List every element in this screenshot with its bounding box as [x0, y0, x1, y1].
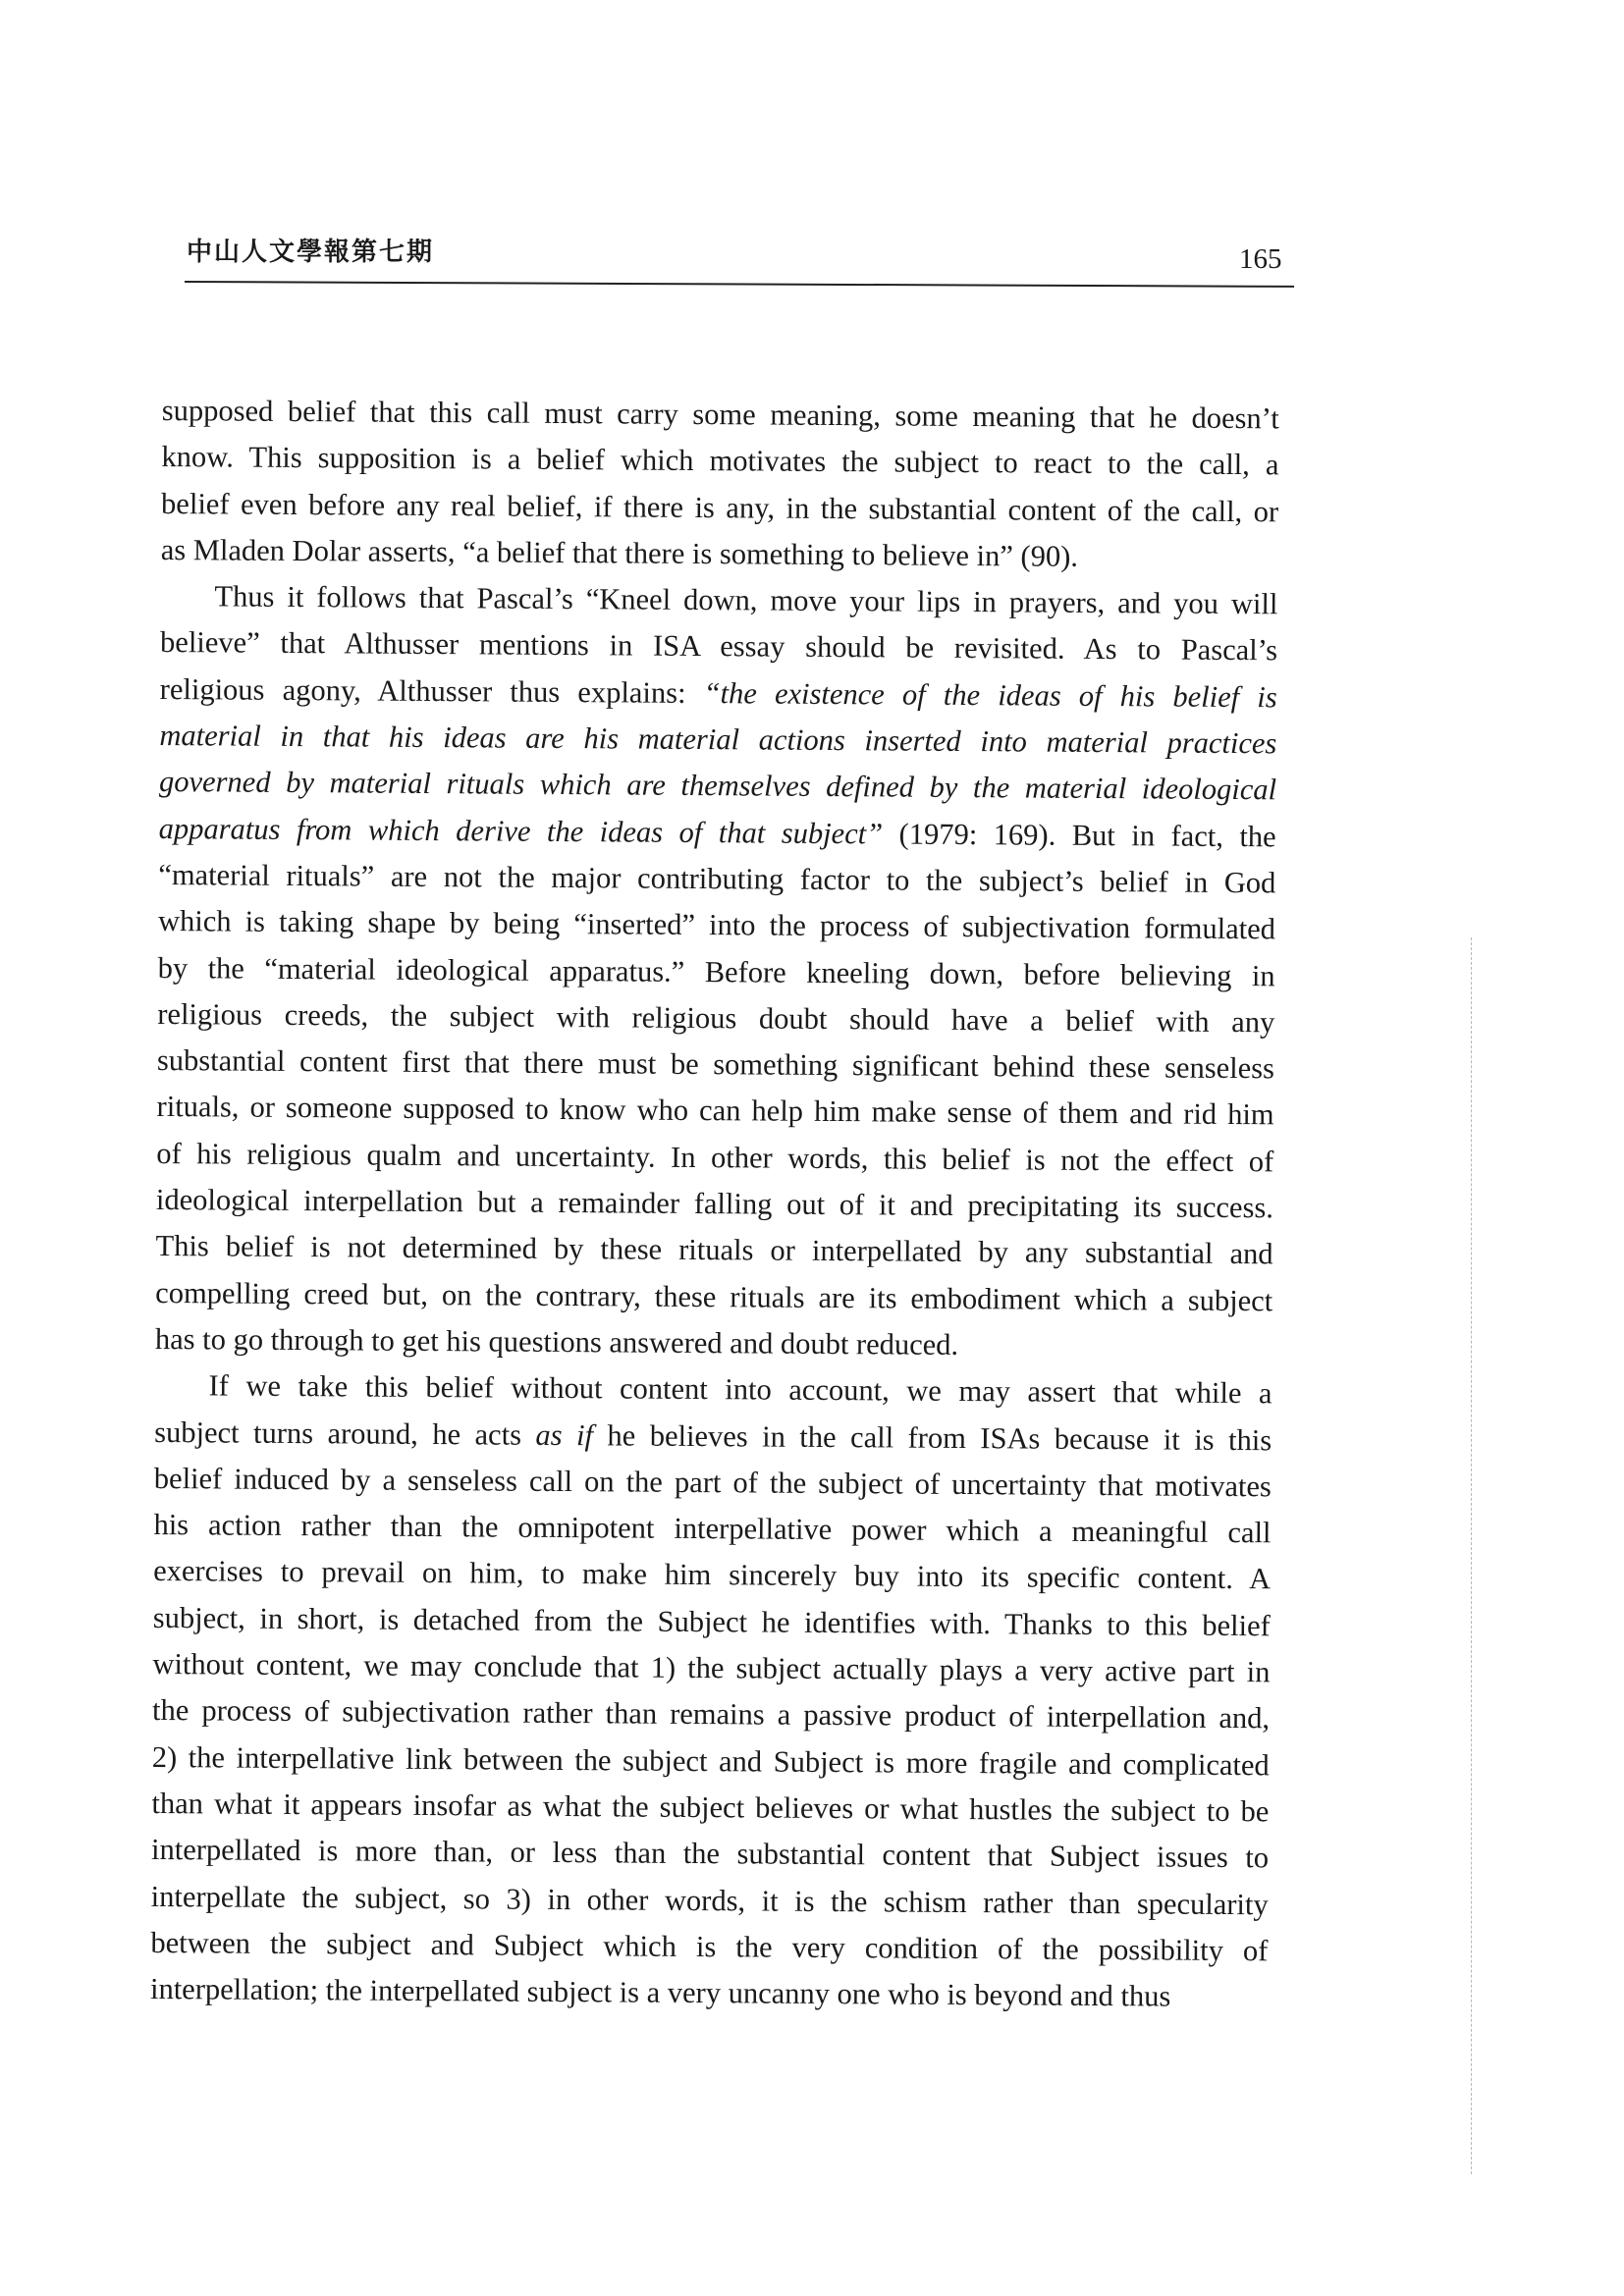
italic-text: “the existence of the ideas of his belief is — [703, 675, 1277, 715]
text-segment: (1979: 169). But in fact, the — [883, 817, 1276, 854]
text-line — [156, 1084, 1273, 1139]
text-segment: This belief is not determined by these rituals or interpellated by any substantial and — [155, 1229, 1273, 1271]
text-line — [161, 434, 1278, 489]
text-segment: believe” that Althusser mentions in ISA essay should be revisited. As to Pascal’s — [159, 625, 1278, 667]
journal-title: 中山人文學報第七期 — [187, 238, 435, 267]
italic-text: governed by material rituals which are themselves defined by the material ideological — [158, 765, 1277, 807]
text-segment: which is taking shape by being “inserted” into the process of subjectivation formulated — [157, 904, 1276, 946]
text-segment: Thus it follows that Pascal’s “Kneel down, move your lips in prayers, and you will — [214, 579, 1278, 621]
paragraph — [150, 1362, 1272, 2020]
italic-text: apparatus from which derive the ideas of that subject” — [158, 811, 884, 851]
text-line — [160, 619, 1277, 674]
text-line — [159, 759, 1276, 814]
text-segment: the process of subjectivation rather than remains a passive product of interpellation and, — [151, 1693, 1271, 1735]
text-segment: supposed belief that this call must carry some meaning, some meaning that he doesn’t — [161, 393, 1279, 436]
text-segment: If we take this belief without content into account, we may assert that while a — [208, 1368, 1272, 1411]
text-line — [158, 898, 1275, 953]
text-line — [153, 1548, 1271, 1603]
text-segment: his action rather than the omnipotent interpellative power which a meaningful call — [153, 1508, 1272, 1550]
text-line — [154, 1362, 1272, 1417]
text-segment: interpellate the subject, so 3) in other words, it is the schism rather than specularity — [150, 1879, 1269, 1921]
text-line — [155, 1223, 1272, 1278]
text-line — [156, 1177, 1273, 1232]
text-segment: he believes in the call from ISAs because it is this — [592, 1417, 1272, 1457]
text-line — [157, 1038, 1274, 1093]
text-segment: interpellation; the interpellated subject is a very uncanny one who is beyond and thus — [149, 1972, 1171, 2013]
text-line — [154, 1410, 1272, 1465]
text-line — [155, 1270, 1272, 1325]
text-segment: subject turns around, he acts — [154, 1415, 536, 1452]
text-segment: belief even before any real belief, if there is any, in the substantial content of the call, or — [161, 486, 1279, 528]
header-rule — [185, 281, 1294, 288]
text-line — [162, 388, 1279, 443]
text-segment: 2) the interpellative link between the subject and Subject is more fragile and complicated — [151, 1739, 1270, 1782]
text-segment: compelling creed but, on the contrary, these rituals are its embodiment which a subject — [155, 1275, 1273, 1317]
text-segment: by the “material ideological apparatus.” Before kneeling down, before believing in — [157, 950, 1275, 992]
text-line — [150, 1966, 1268, 2021]
text-segment: exercises to prevail on him, to make him sincerely buy into its specific content. A — [153, 1554, 1272, 1596]
text-segment: interpellated is more than, or less than the substantial content that Subject issues to — [150, 1833, 1270, 1875]
text-segment: without content, we may conclude that 1) the subject actually plays a very active part in — [152, 1646, 1271, 1689]
text-line — [155, 1316, 1272, 1371]
text-line — [150, 1920, 1268, 1975]
page-number: 165 — [1239, 243, 1282, 275]
text-segment: as Mladen Dolar asserts, “a belief that there is something to believe in” (90). — [160, 532, 1079, 573]
text-line — [160, 573, 1277, 628]
text-line — [153, 1502, 1271, 1557]
text-segment: subject, in short, is detached from the Subject he identifies with. Thanks to this belief — [152, 1600, 1271, 1643]
italic-text: as if — [535, 1417, 594, 1452]
text-line — [151, 1781, 1269, 1836]
text-line — [152, 1687, 1270, 1742]
text-segment: of his religious qualm and uncertainty. In other words, this belief is not the effect of — [156, 1136, 1274, 1179]
text-segment: than what it appears insofar as what the subject believes or what hustles the subject to be — [151, 1786, 1270, 1829]
text-line — [161, 527, 1278, 582]
text-line — [158, 852, 1275, 907]
italic-text: material in that his ideas are his material actions inserted into material practices — [159, 719, 1277, 761]
text-line — [153, 1595, 1271, 1650]
text-line — [154, 1456, 1272, 1511]
text-segment: between the subject and Subject which is the very condition of the possibility of — [150, 1925, 1269, 1968]
text-segment: “material rituals” are not the major contributing factor to the subject’s belief in God — [158, 857, 1276, 900]
text-line — [160, 667, 1277, 721]
text-line — [156, 1131, 1273, 1186]
body-text — [150, 388, 1279, 2021]
text-line — [151, 1873, 1269, 1928]
text-line — [161, 481, 1278, 536]
text-segment: belief induced by a senseless call on the part of the subject of uncertainty that motivates — [153, 1461, 1272, 1504]
text-line — [159, 806, 1276, 861]
text-line — [159, 713, 1276, 768]
text-segment: know. This supposition is a belief which motivates the subject to react to the call, a — [161, 440, 1279, 482]
text-line — [157, 945, 1274, 1000]
text-segment: ideological interpellation but a remainder falling out of it and precipitating its success. — [155, 1183, 1274, 1225]
paragraph — [155, 573, 1278, 1370]
text-line — [151, 1827, 1269, 1882]
scan-edge-mark — [1471, 937, 1472, 2174]
text-segment: religious creeds, the subject with religious doubt should have a belief with any — [157, 996, 1275, 1040]
text-segment: has to go through to get his questions answered and doubt reduced. — [154, 1321, 959, 1362]
text-segment: religious agony, Althusser thus explains: — [159, 671, 704, 710]
text-segment: substantial content first that there must be something significant behind these senseless — [156, 1043, 1275, 1086]
text-segment: rituals, or someone supposed to know who can help him make sense of them and rid him — [156, 1090, 1274, 1132]
text-line — [152, 1641, 1270, 1696]
paragraph — [161, 388, 1279, 582]
text-line — [157, 991, 1274, 1046]
text-line — [152, 1735, 1270, 1789]
